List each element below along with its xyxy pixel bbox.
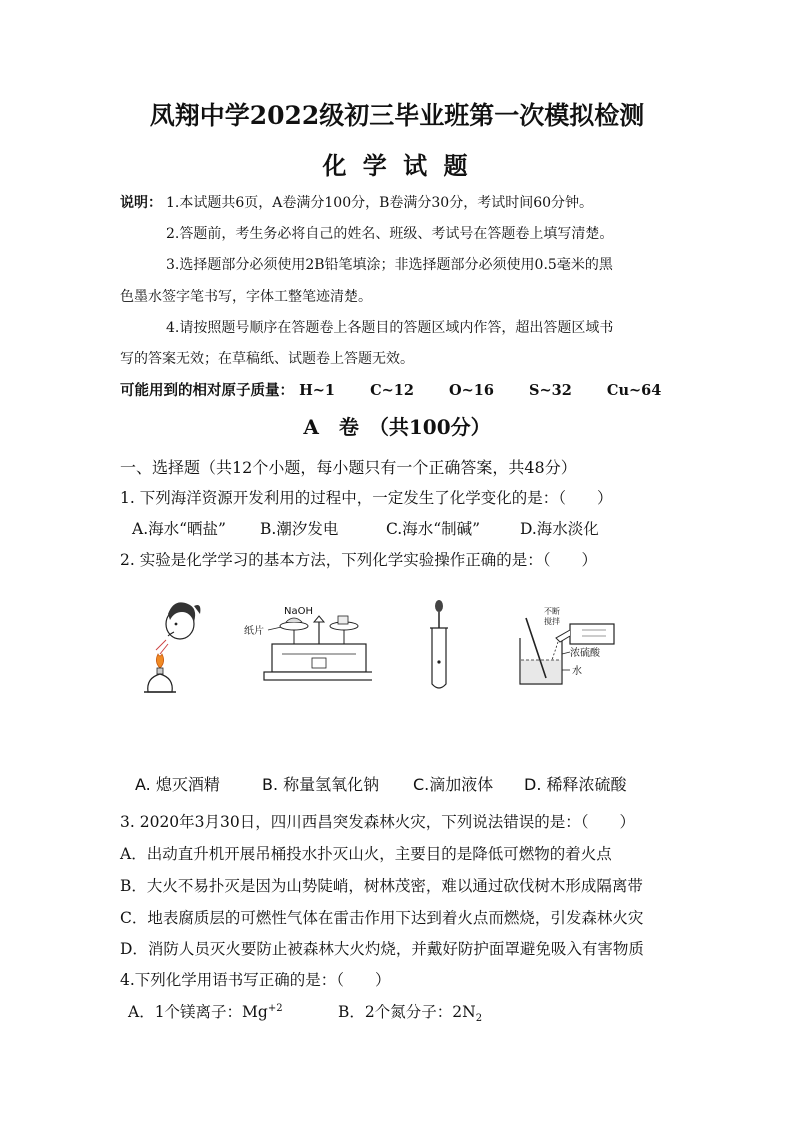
question-4-option-a-text: A．1个镁离子：Mg [128,1003,268,1021]
question-3-stem: 3. 2020年3月30日，四川西昌突发森林火灾，下列说法错误的是：（ ） [120,813,635,831]
water-label: 水 [572,666,582,677]
question-4-stem: 4.下列化学用语书写正确的是：（ ） [120,971,391,989]
breath-lines [156,640,168,654]
atomic-mass-c: C~12 [370,382,414,399]
instruction-4b: 写的答案无效；在草稿纸、试题卷上答题无效。 [120,351,414,367]
question-2-stem: 2. 实验是化学学习的基本方法，下列化学实验操作正确的是：（ ） [120,551,597,569]
person-head-icon [166,602,200,639]
alcohol-lamp-icon [144,654,176,692]
section-a-title: A 卷 （共100分） [303,415,491,439]
question-3-option-c: C．地表腐质层的可燃性气体在雷击作用下达到着火点而燃烧，引发森林火灾 [120,909,644,927]
question-3-option-b: B．大火不易扑灭是因为山势陡峭，树林茂密，难以通过砍伐树木形成隔离带 [120,877,643,895]
figure-dilute-acid [512,604,622,690]
question-4-option-b-text: B．2个氮分子：2N [338,1003,476,1021]
instruction-3a: 3.选择题部分必须使用2B铅笔填涂；非选择题部分必须使用0.5毫米的黑 [166,257,613,273]
figure-blow-out-lamp [138,596,208,696]
question-3-option-d: D．消防人员灭火要防止被森林大火灼烧，并戴好防护面罩避免吸入有害物质 [120,940,644,958]
balance-scale-icon [264,616,372,680]
exam-title: 凤翔中学2022级初三毕业班第一次模拟检测 [149,101,645,130]
atomic-mass-cu: Cu~64 [606,382,662,399]
question-1-option-d: D.海水淡化 [520,520,599,538]
figure-balance-scale [242,600,372,690]
instruction-2: 2.答题前，考生务必将自己的姓名、班级、考试号在答题卷上填写清楚。 [166,226,614,242]
instruction-4a: 4.请按照题号顺序在答题卷上各题目的答题区域内作答，超出答题区域书 [166,320,614,336]
stir-label-2: 搅拌 [544,617,560,626]
question-2-option-b: B. 称量氢氧化钠 [262,775,380,794]
question-1-option-c: C.海水“制碱” [386,520,481,538]
figure-dropper [424,600,454,692]
question-1-stem: 1. 下列海洋资源开发利用的过程中，一定发生了化学变化的是：（ ） [120,489,613,507]
naoh-label: NaOH [284,606,313,617]
atomic-mass-line [120,379,661,400]
question-1-option-b: B.潮汐发电 [260,520,339,538]
question-4-option-b-subscript: 2 [475,1013,483,1025]
part-one-heading: 一、选择题（共12个小题，每小题只有一个正确答案，共48分） [120,458,577,477]
question-2-option-d: D. 稀释浓硫酸 [524,775,627,794]
acid-label: 浓硫酸 [570,648,600,659]
atomic-mass-o: O~16 [449,382,494,399]
atomic-mass-label: 可能用到的相对原子质量： [120,382,294,399]
question-2-option-a: A. 熄灭酒精 [135,775,220,794]
instruction-1: 1.本试题共6页，A卷满分100分，B卷满分30分，考试时间60分钟。 [166,195,594,211]
atomic-mass-s: S~32 [529,382,572,399]
question-4-option-a [128,1000,283,1022]
test-tube-icon [430,628,448,688]
question-4-option-a-charge: +2 [267,1002,283,1014]
question-4-option-b [338,1000,482,1024]
stir-label: 不断 [544,607,560,616]
question-2-option-c: C.滴加液体 [413,775,494,794]
subject-title: 化 学 试 题 [322,151,472,180]
paper-label: 纸片 [244,626,264,637]
instruction-3b: 色墨水签字笔书写，字体工整笔迹清楚。 [120,289,372,305]
question-1-option-a: A.海水“晒盐” [132,520,226,538]
instructions-label: 说明： [120,195,162,211]
atomic-mass-h: H~1 [299,382,336,399]
question-3-option-a: A．出动直升机开展吊桶投水扑灭山火，主要目的是降低可燃物的着火点 [120,845,612,863]
